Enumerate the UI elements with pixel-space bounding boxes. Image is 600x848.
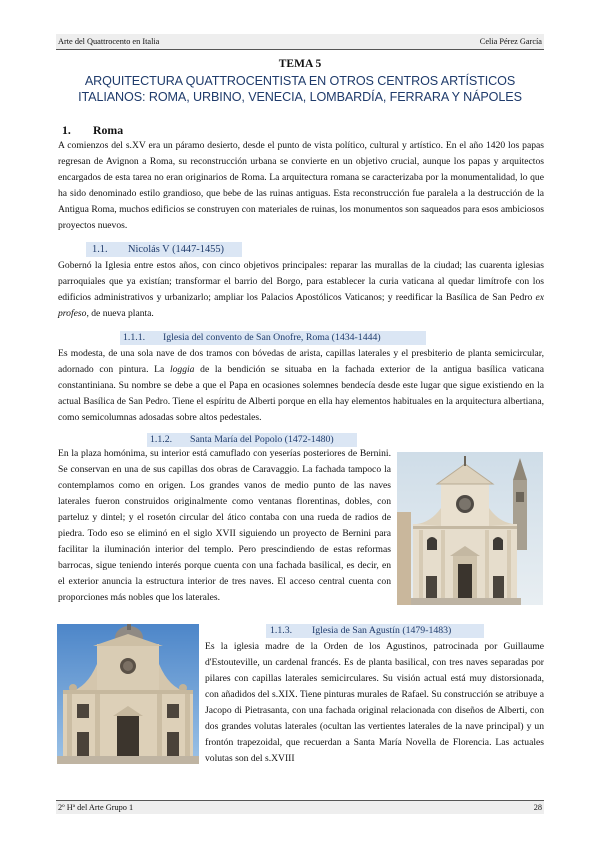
section-heading-roma bbox=[62, 123, 123, 138]
subsubsection-number: 1.1.1. bbox=[123, 332, 146, 343]
subsection-number: 1.1. bbox=[92, 244, 108, 255]
subsubsection-title: Iglesia de San Agustín (1479-1483) bbox=[312, 625, 452, 636]
santa-maria-del-popolo-photo bbox=[397, 452, 543, 605]
subsection-paragraph-nicolas-v bbox=[58, 258, 544, 322]
church-facade-illustration bbox=[397, 452, 543, 605]
church-facade-illustration bbox=[57, 624, 199, 764]
chapter-title-line-2: ITALIANOS: ROMA, URBINO, VENECIA, LOMBARDÍA, FERRARA Y NÁPOLES bbox=[78, 90, 522, 104]
paragraph-text: Gobernó la Iglesia entre estos años, con cinco objetivos principales: reparar las murallas de la ciudad; las cuarenta iglesias parroquiales que ya existían; transformar el barrio del Borgo, para establecer la curia vaticana al quedar limítrofe con los edificios administrativos y urbanizarlo; ampliar los Palacios Apostólicos Vaticanos; y reedificar la Basílica de San Pedro bbox=[58, 260, 544, 303]
paragraph-text: , de nueva planta. bbox=[86, 308, 154, 319]
section-title: Roma bbox=[93, 123, 124, 137]
subsubsection-heading-san-onofre bbox=[120, 331, 426, 345]
chapter-title bbox=[56, 73, 544, 105]
subsubsection-paragraph-san-agustin: Es la iglesia madre de la Orden de los Agustinos, patrocinada por Guillaume d'Estouteville, un cardenal francés. Es de planta basilical, con tres naves separadas por pilares con capillas laterales semicirculares. Su visión actual está muy distorsionada, con añadidos del s.XIX. Tiene pinturas murales de Rafael. Su construcción se atribuye a Jacopo di Pietrasanta, con una fachada original relacionada con diseños de Alberti, con dos grandes volutas laterales (ocultan las vertientes laterales de la nave principal) y un frontón trapezoidal, que recuerdan a Santa María Novella de Florencia. Las actuales volutas son del s.XVIII bbox=[205, 641, 544, 764]
italic-term: ex profeso bbox=[58, 292, 544, 319]
san-agustin-photo bbox=[57, 624, 199, 764]
subsubsection-title: Iglesia del convento de San Onofre, Roma (1434-1444) bbox=[163, 332, 381, 343]
subsubsection-heading-san-agustin bbox=[266, 624, 484, 638]
subsubsection-title: Santa María del Popolo (1472-1480) bbox=[190, 434, 334, 445]
subsubsection-heading-santa-maria-popolo bbox=[147, 433, 357, 447]
italic-term: loggia bbox=[169, 364, 195, 375]
header-author: Celia Pérez García bbox=[479, 37, 542, 46]
subsection-title: Nicolás V (1447-1455) bbox=[128, 244, 225, 255]
header-course-title: Arte del Quattrocento en Italia bbox=[58, 37, 160, 46]
subsection-heading-nicolas-v bbox=[86, 242, 242, 257]
page-number: 28 bbox=[533, 803, 542, 812]
chapter-number: TEMA 5 bbox=[278, 58, 322, 70]
subsubsection-number: 1.1.2. bbox=[150, 434, 173, 445]
footer-course: 2º Hª del Arte Grupo 1 bbox=[58, 803, 134, 812]
page-header bbox=[56, 34, 544, 50]
paragraph-text: Es modesta, de una sola nave de dos tramos con bóvedas de arista, capillas laterales y el presbiterio de planta semicircular, adornado con pintura. La bbox=[58, 348, 544, 375]
section-number: 1. bbox=[62, 123, 71, 137]
subsubsection-number: 1.1.3. bbox=[270, 625, 293, 636]
page-footer bbox=[56, 800, 544, 814]
paragraph-text: de la bendición se situaba en la fachada exterior de la antigua basílica vaticana constantiniana. Su nombre se debe a que el Papa en ocasiones solemnes bendecía desde este lugar que sigue existiendo en la actual Basílica de San Pedro. Tiene el espíritu de Alberti porque en ella hay elementos habituales en la arquitectura albertiana, como semicolumnas adosadas sobre altos pedestales. bbox=[58, 364, 544, 423]
subsubsection-paragraph-san-onofre bbox=[58, 346, 544, 426]
chapter-title-line-1: ARQUITECTURA QUATTROCENTISTA EN OTROS CENTROS ARTÍSTICOS bbox=[84, 74, 516, 88]
subsubsection-paragraph-santa-maria-popolo: En la plaza homónima, su interior está camuflado con yeserías posteriores de Bernini. Se conservan en una de sus capillas dos obras de Caravaggio. La fachada tampoco la contemplamos como en origen. Los grandes vanos de medio punto de las naves laterales fueron construidos originalmente como ventanas florentinas, dobles, con parteluz y dintel; y el rosetón circular del ático contaba con una rueda de radios de piedra. Todo eso se eliminó en el siglo XVII siguiendo un proyecto de Bernini para facilitar la iluminación interior del templo. Pero prescindiendo de estas reformas barrocas, sigue teniendo interés porque cuenta con una fachada basilical, es decir, en el exterior anuncia la estructura interior de tres naves. El acceso central cuenta con proporciones más nobles que los laterales. bbox=[58, 448, 391, 603]
section-paragraph-roma: A comienzos del s.XV era un páramo desierto, desde el punto de vista político, cultural y artístico. En el año 1420 los papas regresan de Avignon a Roma, su reconstrucción urbana se convierte en un objetivo crucial, aunque los papas y arquitectos encargados de esta tarea no eran originarios de Roma. La arquitectura romana se caracterizaba por la monumentalidad, lo que ha sido denominado estilo grandioso, que bebe de las ruinas antiguas. Esta reconstrucción fue paralela a la destrucción de la Antigua Roma, muchos edificios se construyen con materiales de ruinas, los monumentos son saqueados para esos ambiciosos proyectos nuevos. bbox=[58, 140, 544, 231]
